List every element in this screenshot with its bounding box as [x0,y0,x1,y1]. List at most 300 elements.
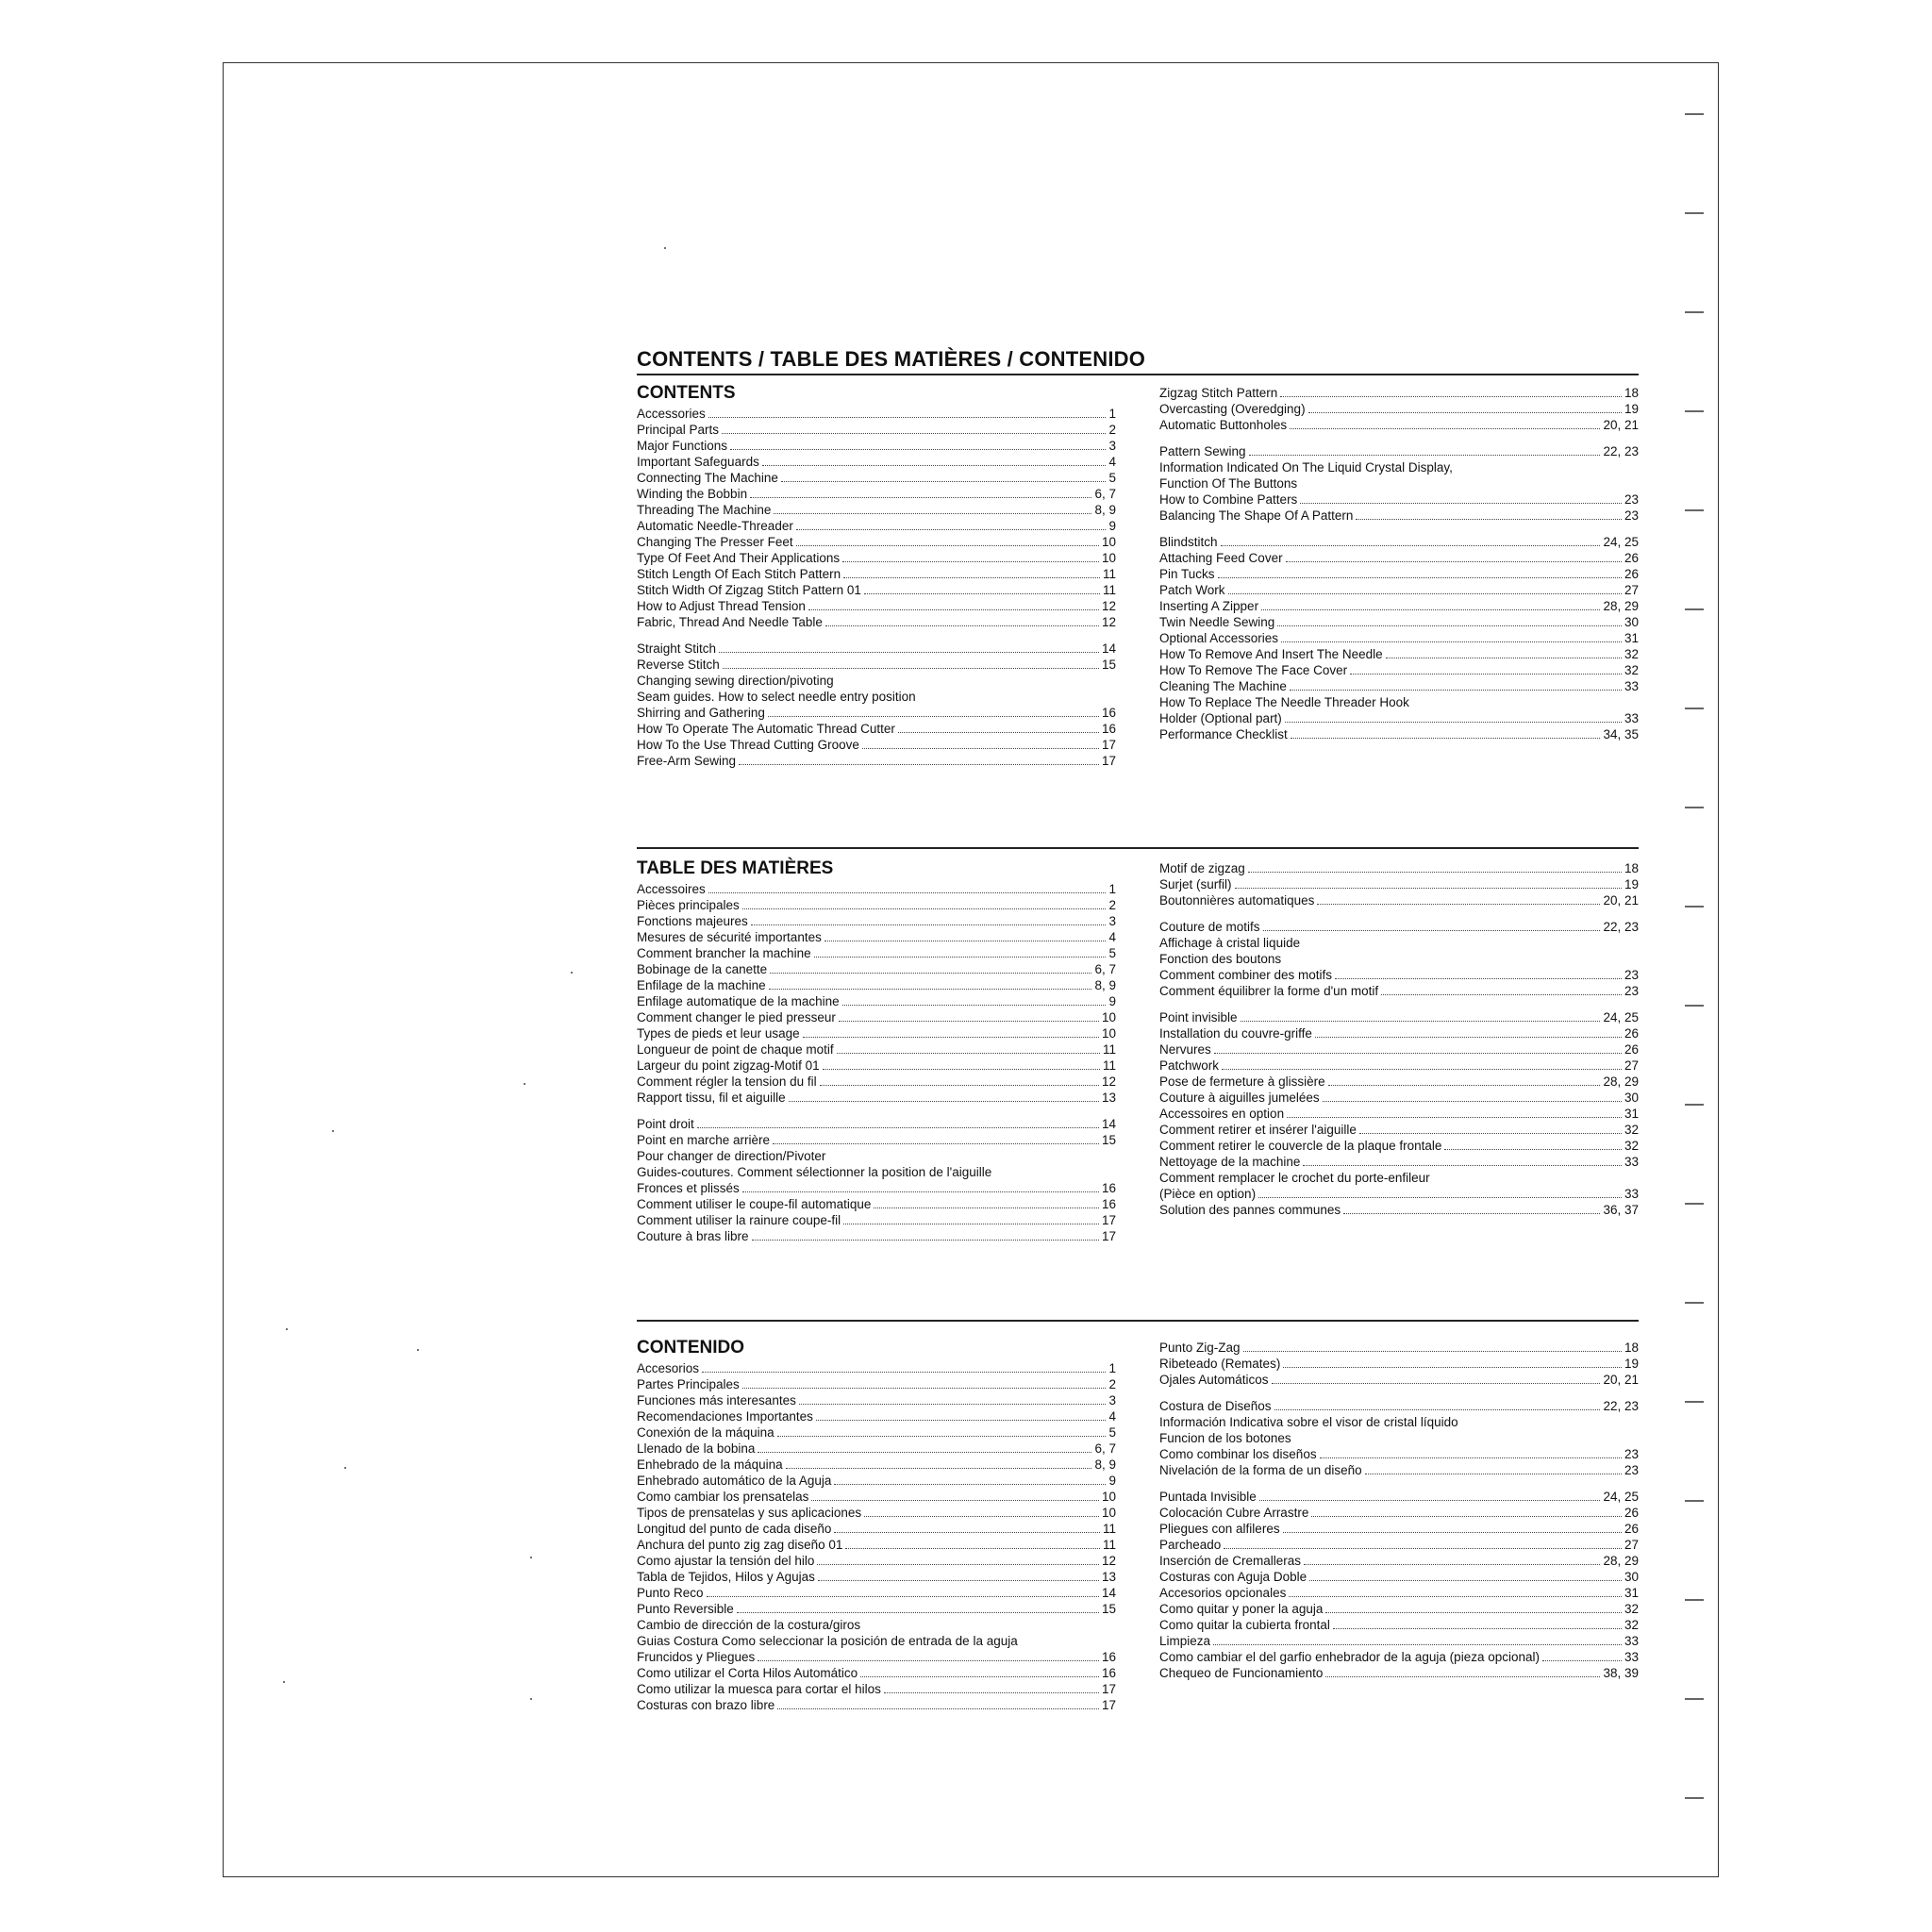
toc-entry [637,737,1116,753]
dot-leader [860,1676,1099,1677]
dot-leader [719,652,1099,653]
toc-entry-title: Pièces principales [637,898,740,912]
toc-entry [1159,1505,1639,1521]
dot-leader [1228,593,1622,594]
dot-leader [777,1436,1107,1437]
toc-entry-page: 17 [1101,1682,1116,1696]
toc-entry-title: Guias Costura Como seleccionar la posición de entrada de la aguja [637,1634,1018,1648]
dot-leader [1335,978,1622,979]
toc-entry [1159,983,1639,999]
toc-entry-page: 33 [1624,679,1639,693]
dot-leader [1283,1367,1622,1368]
scan-tick-mark [1685,1005,1704,1007]
toc-entry-title: Como cambiar el del garfio enhebrador de la aguja (pieza opcional) [1159,1650,1540,1664]
toc-entry [637,993,1116,1009]
toc-entry-title: Pose de fermeture à glissière [1159,1074,1325,1089]
dot-leader [1277,625,1622,626]
toc-entry [1159,1058,1639,1074]
toc-entry-title: Funcion de los botones [1159,1431,1291,1445]
toc-entry-title: Fruncidos y Pliegues [637,1650,756,1664]
dot-leader [864,593,1100,594]
toc-entry-page: 11 [1102,1058,1116,1073]
toc-entry-page: 14 [1101,641,1116,656]
toc-entry [637,582,1116,598]
toc-entry-title: Tipos de prensatelas y sus aplicaciones [637,1506,862,1520]
dot-leader [770,973,1091,974]
toc-entry [1159,951,1639,967]
toc-entry [1159,1106,1639,1122]
toc-entry-title: How To Operate The Automatic Thread Cutter [637,722,895,736]
toc-entry-page: 20, 21 [1603,1373,1639,1387]
dot-leader [1315,1037,1622,1038]
toc-entry [637,945,1116,961]
toc-entry-title: Pour changer de direction/Pivoter [637,1149,826,1163]
toc-entry-page: 9 [1108,519,1116,533]
dot-leader [1290,428,1600,429]
dot-leader [1261,609,1600,610]
section-rule [637,847,1639,849]
toc-entry [637,486,1116,502]
scan-tick-mark [1685,113,1704,115]
toc-entry-title: Como ajustar la tensión del hilo [637,1554,815,1568]
toc-entry-page: 31 [1624,1107,1639,1121]
toc-entry-page: 27 [1624,583,1639,597]
scan-speck [283,1681,285,1683]
toc-entry-title: Affichage à cristal liquide [1159,936,1301,950]
dot-leader [823,1069,1100,1070]
toc-entry-page: 33 [1624,711,1639,725]
scan-tick-mark [1685,1104,1704,1106]
dot-leader [758,1660,1099,1661]
toc-entry [637,721,1116,737]
toc-entry-page: 17 [1101,1213,1116,1227]
toc-entry-page: 15 [1101,658,1116,672]
toc-entry-page: 20, 21 [1603,893,1639,908]
toc-entry-page: 23 [1624,492,1639,507]
scan-tick-mark [1685,311,1704,313]
table-des-matieres-section [637,858,1639,1255]
scan-tick-mark [1685,1401,1704,1403]
dot-leader [1381,994,1622,995]
toc-entry-page: 16 [1101,706,1116,720]
toc-entry-page: 11 [1102,1042,1116,1057]
dot-leader [789,1101,1099,1102]
dot-leader [1258,1197,1622,1198]
dot-leader [796,529,1107,530]
dot-leader [1308,412,1622,413]
toc-entry-page: 1 [1108,1361,1116,1375]
dot-leader [1350,674,1622,675]
toc-entry [637,689,1116,705]
toc-entry-title: Holder (Optional part) [1159,711,1282,725]
toc-entry [637,1025,1116,1041]
toc-entry-page: 3 [1108,1393,1116,1407]
toc-entry-page: 16 [1101,722,1116,736]
toc-entry-page: 34, 35 [1603,727,1639,741]
toc-entry-page: 27 [1624,1538,1639,1552]
toc-column-right [1159,385,1639,742]
toc-entry [637,1633,1116,1649]
toc-entry-page: 12 [1101,599,1116,613]
dot-leader [1323,1101,1622,1102]
toc-entry-page: 10 [1101,1490,1116,1504]
toc-entry-page: 2 [1108,1377,1116,1391]
toc-entry-page: 28, 29 [1603,599,1639,613]
toc-entry-page: 12 [1101,1554,1116,1568]
toc-entry [637,1180,1116,1196]
scan-speck [417,1349,419,1351]
toc-entry-page: 11 [1102,1538,1116,1552]
toc-entry-page: 32 [1624,663,1639,677]
toc-entry [1159,598,1639,614]
toc-entry-page: 30 [1624,1091,1639,1105]
toc-entry-title: Accessories [637,407,706,421]
toc-entry-title: Punto Zig-Zag [1159,1341,1241,1355]
toc-entry-page: 32 [1624,1618,1639,1632]
scan-speck [571,972,573,974]
dot-leader [845,1548,1100,1549]
toc-entry-title: Partes Principales [637,1377,740,1391]
toc-entry-page: 18 [1624,1341,1639,1355]
toc-entry-page: 10 [1101,551,1116,565]
dot-leader [839,1021,1099,1022]
toc-entry [637,1457,1116,1473]
toc-entry [637,1116,1116,1132]
dot-leader [834,1484,1106,1485]
toc-entry-page: 23 [1624,1463,1639,1477]
toc-entry-page: 24, 25 [1603,1010,1639,1024]
toc-entry-title: Reverse Stitch [637,658,720,672]
toc-entry [637,1697,1116,1713]
toc-entry-title: Inserting A Zipper [1159,599,1259,613]
page-title: CONTENTS / TABLE DES MATIÈRES / CONTENIDO [637,347,1146,371]
toc-entry-page: 16 [1101,1666,1116,1680]
toc-entry-title: Costura de Diseños [1159,1399,1272,1413]
toc-entry-page: 26 [1624,1522,1639,1536]
toc-entry-title: Costuras con Aguja Doble [1159,1570,1307,1584]
toc-entry-page: 16 [1101,1650,1116,1664]
toc-entry [637,1617,1116,1633]
toc-entry [1159,694,1639,710]
toc-entry [1159,1462,1639,1478]
toc-entry-page: 2 [1108,423,1116,437]
toc-entry-page: 22, 23 [1603,920,1639,934]
toc-entry [637,1537,1116,1553]
dot-leader [777,1708,1099,1709]
toc-entry [637,1553,1116,1569]
toc-entry-title: Comment équilibrer la forme d'un motif [1159,984,1379,998]
dot-leader [739,764,1099,765]
toc-entry [637,1665,1116,1681]
toc-entry-title: Free-Arm Sewing [637,754,737,768]
toc-entry-title: Couture à aiguilles jumelées [1159,1091,1320,1105]
dot-leader [769,989,1092,990]
toc-entry-page: 26 [1624,567,1639,581]
dot-leader [796,545,1099,546]
toc-entry-page: 28, 29 [1603,1074,1639,1089]
toc-entry-title: Blindstitch [1159,535,1218,549]
dot-leader [1249,455,1601,456]
toc-entry [1159,1202,1639,1218]
dot-leader [834,1532,1100,1533]
section-heading: TABLE DES MATIÈRES [637,858,834,878]
toc-entry [1159,443,1639,459]
dot-leader [737,1612,1099,1613]
toc-entry-title: How to Adjust Thread Tension [637,599,806,613]
dot-leader [814,957,1107,958]
toc-entry-page: 1 [1108,882,1116,896]
toc-entry-title: Point en marche arrière [637,1133,771,1147]
toc-entry [1159,1138,1639,1154]
toc-entry-title: How To the Use Thread Cutting Groove [637,738,859,752]
dot-leader [1303,1165,1622,1166]
toc-entry-title: Installation du couvre-griffe [1159,1026,1312,1041]
dot-leader [1356,519,1622,520]
scan-tick-mark [1685,1500,1704,1502]
toc-entry [1159,1617,1639,1633]
toc-entry-title: Seam guides. How to select needle entry position [637,690,916,704]
scan-speck [530,1557,532,1558]
toc-entry-title: How to Combine Patters [1159,492,1298,507]
toc-entry-title: Como combinar los diseños [1159,1447,1317,1461]
section-heading: CONTENIDO [637,1338,744,1357]
scan-tick-mark [1685,807,1704,808]
toc-entry [637,1649,1116,1665]
dot-leader [1542,1660,1622,1661]
dot-leader [1328,1085,1601,1086]
toc-entry-page: 6, 7 [1094,962,1116,976]
dot-leader [1283,1532,1622,1533]
toc-entry-title: Rapport tissu, fil et aiguille [637,1091,786,1105]
toc-entry-page: 26 [1624,1506,1639,1520]
toc-entry-title: Cambio de dirección de la costura/giros [637,1618,861,1632]
dot-leader [702,1372,1106,1373]
toc-entry [637,1196,1116,1212]
dot-leader [1235,888,1622,889]
toc-entry-title: Straight Stitch [637,641,717,656]
toc-entry-page: 6, 7 [1094,487,1116,501]
toc-entry [1159,1569,1639,1585]
toc-entry [1159,1649,1639,1665]
toc-entry [637,502,1116,518]
toc-entry [1159,1170,1639,1186]
dot-leader [825,625,1099,626]
dot-leader [752,1240,1099,1241]
toc-entry-title: Anchura del punto zig zag diseño 01 [637,1538,843,1552]
dot-leader [1259,1500,1601,1501]
contents-section [637,383,1639,779]
toc-entry [637,1212,1116,1228]
toc-entry-page: 11 [1102,1522,1116,1536]
toc-entry [1159,710,1639,726]
section-rule [637,1320,1639,1322]
toc-entry-title: Shirring and Gathering [637,706,765,720]
toc-entry-page: 26 [1624,1042,1639,1057]
toc-entry-page: 11 [1102,583,1116,597]
toc-entry [1159,614,1639,630]
dot-leader [1213,1644,1622,1645]
toc-entry [1159,534,1639,550]
toc-entry-title: Solution des pannes communes [1159,1203,1341,1217]
toc-entry-page: 8, 9 [1094,978,1116,992]
toc-entry-page: 5 [1108,946,1116,960]
toc-entry [637,1521,1116,1537]
dot-leader [808,609,1099,610]
toc-entry-page: 18 [1624,861,1639,875]
toc-entry-title: Nervures [1159,1042,1211,1057]
toc-column-left [637,406,1116,769]
toc-entry [637,470,1116,486]
toc-entry-title: Mesures de sécurité importantes [637,930,822,944]
dot-leader [1290,690,1622,691]
dot-leader [1311,1516,1622,1517]
toc-entry [637,1601,1116,1617]
toc-entry-title: Accesorios opcionales [1159,1586,1287,1600]
toc-entry [1159,1122,1639,1138]
toc-entry-page: 12 [1101,1074,1116,1089]
toc-entry-title: Comment utiliser la rainure coupe-fil [637,1213,841,1227]
toc-entry [1159,646,1639,662]
toc-entry-page: 22, 23 [1603,1399,1639,1413]
toc-entry-title: Connecting The Machine [637,471,778,485]
toc-entry-title: Optional Accessories [1159,631,1279,645]
toc-entry [637,961,1116,977]
toc-entry-page: 23 [1624,1447,1639,1461]
toc-entry-title: Stitch Width Of Zigzag Stitch Pattern 01 [637,583,861,597]
dot-leader [742,1191,1099,1192]
toc-entry [1159,417,1639,433]
toc-entry-page: 15 [1101,1602,1116,1616]
toc-entry-title: Zigzag Stitch Pattern [1159,386,1278,400]
dot-leader [842,1005,1107,1006]
toc-entry [637,657,1116,673]
dot-leader [1214,1053,1622,1054]
toc-entry-title: Patchwork [1159,1058,1220,1073]
toc-entry-page: 19 [1624,402,1639,416]
toc-entry [637,1505,1116,1521]
toc-entry-title: How To Remove The Face Cover [1159,663,1348,677]
toc-entry-page: 33 [1624,1187,1639,1201]
toc-entry-title: Inserción de Cremalleras [1159,1554,1302,1568]
toc-entry [1159,1521,1639,1537]
dot-leader [1248,872,1622,873]
toc-entry-page: 13 [1101,1091,1116,1105]
dot-leader [884,1692,1099,1693]
toc-entry-page: 17 [1101,1229,1116,1243]
toc-entry-title: Enhebrado de la máquina [637,1457,783,1472]
toc-entry-title: Limpieza [1159,1634,1211,1648]
toc-entry-page: 14 [1101,1117,1116,1131]
toc-entry [637,566,1116,582]
toc-entry-title: Types de pieds et leur usage [637,1026,800,1041]
toc-entry [637,1441,1116,1457]
dot-leader [786,1468,1092,1469]
toc-entry [1159,566,1639,582]
dot-leader [799,1404,1107,1405]
toc-entry-title: Changing sewing direction/pivoting [637,674,834,688]
toc-entry-page: 26 [1624,551,1639,565]
toc-entry [1159,475,1639,491]
toc-entry [1159,876,1639,892]
toc-entry-page: 24, 25 [1603,535,1639,549]
toc-entry-title: Patch Work [1159,583,1225,597]
toc-entry-title: How To Remove And Insert The Needle [1159,647,1383,661]
toc-entry-title: Major Functions [637,439,728,453]
toc-entry-page: 8, 9 [1094,503,1116,517]
toc-entry-page: 38, 39 [1603,1666,1639,1680]
dot-leader [1224,1548,1622,1549]
toc-entry-title: Puntada Invisible [1159,1490,1257,1504]
toc-entry [1159,1585,1639,1601]
toc-entry-page: 3 [1108,914,1116,928]
dot-leader [773,1143,1099,1144]
dot-leader [817,1564,1099,1565]
toc-entry [637,1132,1116,1148]
scan-tick-mark [1685,1599,1704,1601]
dot-leader [843,577,1100,578]
toc-entry-title: Threading The Machine [637,503,772,517]
dot-leader [1263,930,1601,931]
toc-entry-title: Comment utiliser le coupe-fil automatique [637,1197,872,1211]
toc-entry-title: Twin Needle Sewing [1159,615,1275,629]
toc-entry [1159,459,1639,475]
toc-entry-page: 5 [1108,1425,1116,1440]
toc-entry-title: (Pièce en option) [1159,1187,1257,1201]
toc-entry [1159,860,1639,876]
toc-entry [637,1090,1116,1106]
toc-entry [1159,491,1639,508]
toc-entry-page: 22, 23 [1603,444,1639,458]
scan-tick-mark [1685,1797,1704,1799]
toc-entry [637,598,1116,614]
scan-speck [524,1083,525,1085]
toc-entry-title: Llenado de la bobina [637,1441,756,1456]
toc-entry-page: 1 [1108,407,1116,421]
toc-entry-title: Como utilizar la muesca para cortar el hilos [637,1682,881,1696]
dot-leader [707,1596,1099,1597]
toc-entry-title: Costuras con brazo libre [637,1698,775,1712]
toc-entry-title: Automatic Needle-Threader [637,519,793,533]
toc-entry [1159,892,1639,908]
toc-entry [637,1074,1116,1090]
scan-tick-mark [1685,1698,1704,1700]
dot-leader [1222,1069,1622,1070]
toc-entry-page: 12 [1101,615,1116,629]
toc-entry-page: 23 [1624,508,1639,523]
toc-entry-title: Punto Reco [637,1586,704,1600]
toc-entry [637,438,1116,454]
toc-entry-title: Attaching Feed Cover [1159,551,1283,565]
toc-entry-page: 33 [1624,1634,1639,1648]
dot-leader [1281,641,1622,642]
toc-entry-title: Stitch Length Of Each Stitch Pattern [637,567,841,581]
toc-entry-title: Pin Tucks [1159,567,1215,581]
toc-entry-page: 3 [1108,439,1116,453]
toc-entry-title: Balancing The Shape Of A Pattern [1159,508,1354,523]
toc-column-left [637,1360,1116,1713]
toc-entry-title: Comment retirer le couvercle de la plaque frontale [1159,1139,1442,1153]
toc-entry [637,881,1116,897]
toc-entry-page: 32 [1624,1602,1639,1616]
dot-leader [730,449,1106,450]
toc-entry [637,534,1116,550]
toc-entry [637,1376,1116,1392]
toc-entry-title: Changing The Presser Feet [637,535,793,549]
toc-entry-page: 19 [1624,877,1639,891]
dot-leader [1325,1676,1600,1677]
dot-leader [818,1580,1099,1581]
toc-entry-title: Performance Checklist [1159,727,1288,741]
